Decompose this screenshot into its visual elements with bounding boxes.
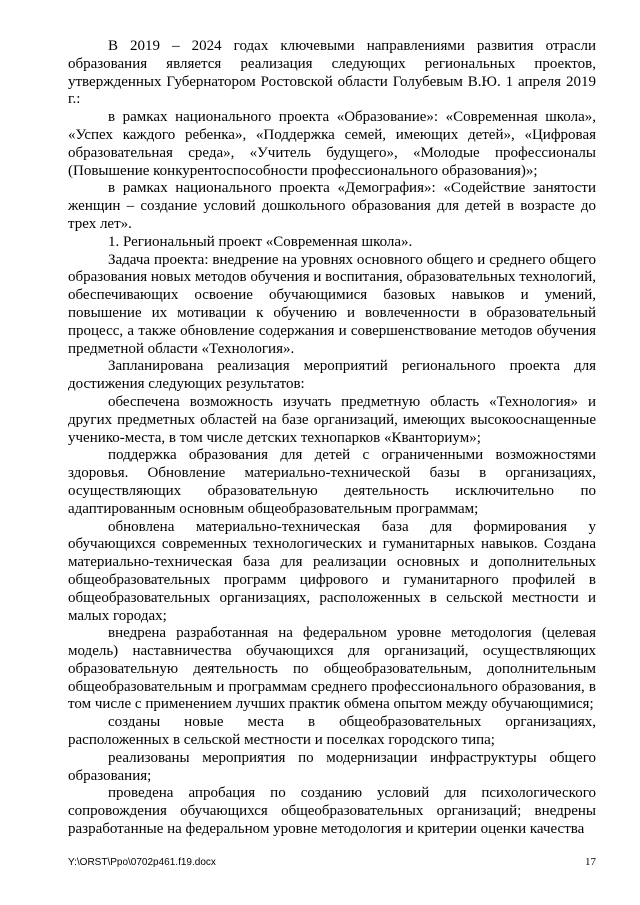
section-heading: 1. Региональный проект «Современная школа». [108, 233, 413, 250]
paragraph-planned-results: Запланирована реализация мероприятий регионального проекта для достижения следующих результатов: [68, 358, 596, 393]
body-text [68, 38, 596, 839]
paragraph-education-project: в рамках национального проекта «Образование»: «Современная школа», «Успех каждого ребенка», «Поддержка семей, имеющих детей», «Цифровая образовательная среда», «Учитель будущего», «Молодые профессионалы (Повышение конкурентоспособности профессионального образования)»; [68, 109, 596, 179]
list-item: поддержка образования для детей с ограниченными возможностями здоровья. Обновление материально-технической базы в организациях, осуществляющих образовательную деятельность исключительно по адаптированным основным общеобразовательным программам; [68, 447, 596, 517]
footer-file-path: Y:\ORST\Ppo\0702p461.f19.docx [68, 857, 216, 868]
list-item: обеспечена возможность изучать предметную область «Технология» и других предметных областей на базе организаций, имеющих высокооснащенные ученико-места, в том числе детских технопарков «Кванториум»; [68, 393, 596, 446]
list-item: внедрена разработанная на федеральном уровне методология (целевая модель) наставничества обучающихся для организаций, осуществляющих образовательную деятельность по общеобразовательным, дополнительным общеобразовательным и программам среднего профессионального образования, в том числе с применением лучших практик обмена опытом между обучающимися; [68, 625, 596, 713]
paragraph-intro: В 2019 – 2024 годах ключевыми направлениями развития отрасли образования является реализация следующих региональных проектов, утвержденных Губернатором Ростовской области Голубевым В.Ю. 1 апреля 2019 г.: [68, 38, 596, 108]
list-item: проведена апробация по созданию условий для психологического сопровождения обучающихся общеобразовательных организаций; внедрены разработанные на федеральном уровне методология и критерии оценки качества [68, 785, 596, 838]
list-item: созданы новые места в общеобразовательных организациях, расположенных в сельской местности и поселках городского типа; [68, 714, 596, 749]
list-item: реализованы мероприятия по модернизации инфраструктуры общего образования; [68, 749, 596, 784]
page-number: 17 [585, 856, 596, 868]
paragraph-project-task: Задача проекта: внедрение на уровнях основного общего и среднего общего образования новых методов обучения и воспитания, образовательных технологий, обеспечивающих освоение обучающимися базовых навыков и умений, повышение их мотивации к обучению и вовлеченности в образовательный процесс, а также обновление содержания и совершенствование методов обучения предметной области «Технология». [68, 251, 596, 357]
list-item: обновлена материально-техническая база для формирования у обучающихся современных технологических и гуманитарных навыков. Создана материально-техническая база для реализации основных и дополнительных общеобразовательных программ цифрового и гуманитарного профилей в общеобразовательных организациях, расположенных в сельской местности и малых городах; [68, 518, 596, 624]
paragraph-demography-project: в рамках национального проекта «Демография»: «Содействие занятости женщин – создание условий дошкольного образования для детей в возрасте до трех лет». [68, 180, 596, 232]
